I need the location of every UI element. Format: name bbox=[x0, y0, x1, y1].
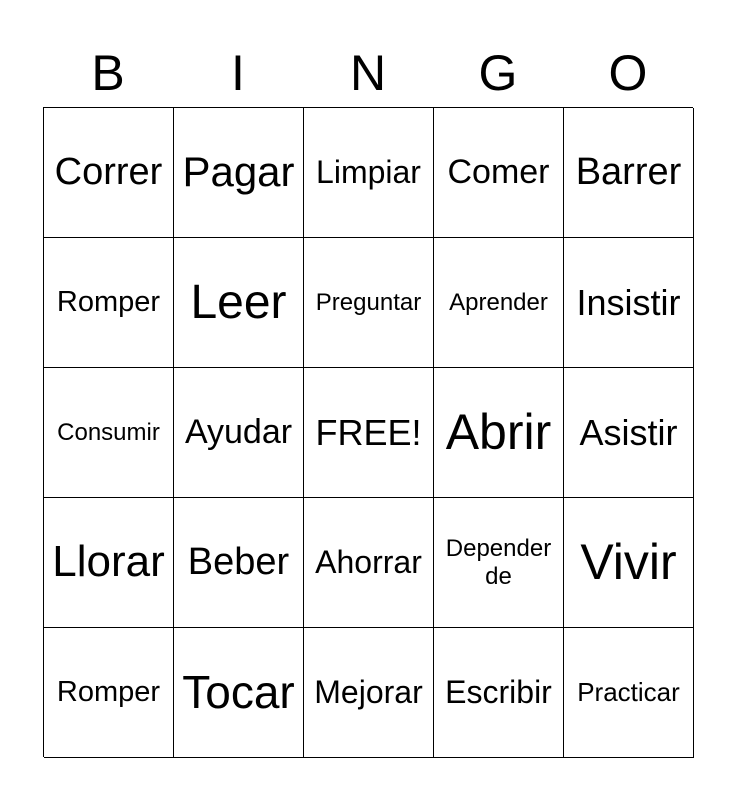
header-letter-o: O bbox=[608, 45, 648, 101]
bingo-cell: Barrer bbox=[564, 108, 694, 238]
bingo-cell: Aprender bbox=[434, 238, 564, 368]
bingo-cell: Preguntar bbox=[304, 238, 434, 368]
bingo-header bbox=[43, 42, 693, 104]
bingo-cell: Pagar bbox=[174, 108, 304, 238]
bingo-cell: Correr bbox=[44, 108, 174, 238]
bingo-board bbox=[43, 107, 693, 757]
bingo-cell: Romper bbox=[44, 238, 174, 368]
header-letter-b: B bbox=[91, 45, 125, 101]
bingo-cell: Consumir bbox=[44, 368, 174, 498]
bingo-cell: Limpiar bbox=[304, 108, 434, 238]
bingo-cell: Escribir bbox=[434, 628, 564, 758]
bingo-cell: Vivir bbox=[564, 498, 694, 628]
bingo-cell: Comer bbox=[434, 108, 564, 238]
bingo-cell: Leer bbox=[174, 238, 304, 368]
bingo-cell: Insistir bbox=[564, 238, 694, 368]
bingo-cell: Asistir bbox=[564, 368, 694, 498]
header-letter-g: G bbox=[478, 45, 518, 101]
bingo-cell: Ahorrar bbox=[304, 498, 434, 628]
bingo-cell: Mejorar bbox=[304, 628, 434, 758]
header-letter-i: I bbox=[231, 45, 245, 101]
bingo-cell: Romper bbox=[44, 628, 174, 758]
bingo-cell: Practicar bbox=[564, 628, 694, 758]
header-letter-n: N bbox=[349, 45, 387, 101]
bingo-cell: Depender de bbox=[434, 498, 564, 628]
bingo-cell: Ayudar bbox=[174, 368, 304, 498]
bingo-cell: Beber bbox=[174, 498, 304, 628]
bingo-cell: Tocar bbox=[174, 628, 304, 758]
free-space: FREE! bbox=[304, 368, 434, 498]
bingo-cell: Abrir bbox=[434, 368, 564, 498]
bingo-cell: Llorar bbox=[44, 498, 174, 628]
